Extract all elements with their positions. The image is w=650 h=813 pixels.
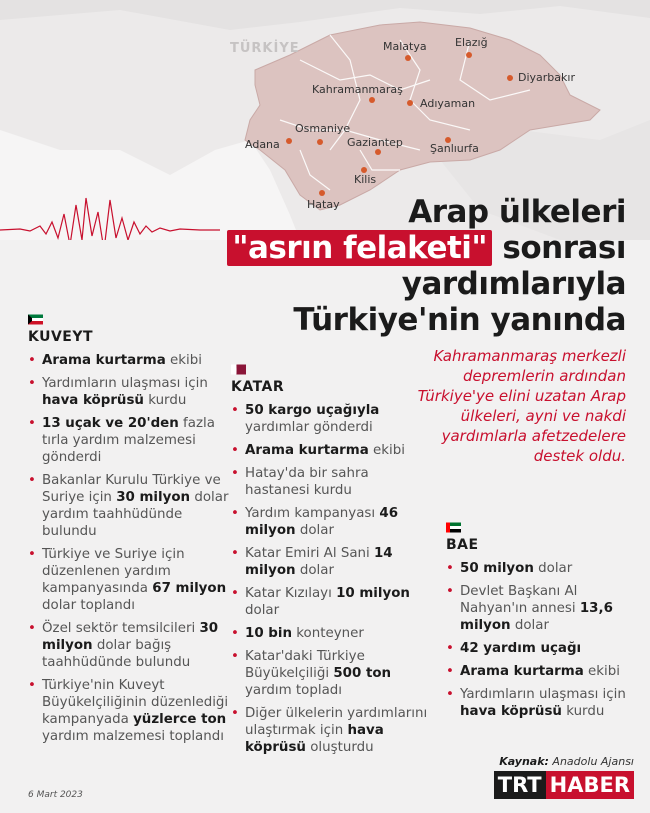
text-span: yardım malzemesi toplandı (42, 729, 224, 744)
qatar-flag-icon (231, 364, 246, 375)
source-value: Anadolu Ajansı (548, 755, 634, 768)
list-item (446, 686, 626, 720)
logo-trt: TRT (494, 771, 546, 799)
list-item (28, 620, 233, 671)
city-label: Adana (245, 138, 280, 151)
katar-list (231, 402, 431, 756)
bold-text: 50 kargo uçağıyla (245, 403, 380, 418)
map-country-label: TÜRKİYE (230, 41, 300, 56)
bold-text: hava köprüsü (42, 393, 144, 408)
bold-text: Arama kurtarma (460, 664, 584, 679)
list-item (231, 402, 431, 436)
text-span: ekibi (583, 664, 620, 679)
source-label: Kaynak: (499, 755, 549, 768)
bold-text: yüzlerce ton (133, 712, 227, 727)
list-item (28, 546, 233, 614)
list-item (231, 545, 431, 579)
list-item (28, 375, 233, 409)
text-span: Devlet Başkanı Al Nahyan'ın annesi (460, 584, 580, 616)
text-span: dolar toplandı (42, 598, 135, 613)
bold-text: Arama kurtarma (245, 443, 369, 458)
city-label: Malatya (383, 40, 427, 53)
bold-text: Arama kurtarma (42, 353, 166, 368)
country-name-katar: KATAR (231, 379, 285, 395)
list-item (231, 505, 431, 539)
text-span: Bakanlar Kurulu Türkiye ve Suriye için (42, 473, 221, 505)
title-line-3: yardımlarıyla (401, 266, 626, 302)
uae-flag-icon (446, 522, 461, 533)
text-span: konteyner (292, 626, 364, 641)
country-name-bae: BAE (446, 537, 479, 553)
text-span: dolar (295, 523, 334, 538)
country-name-kuveyt: KUVEYT (28, 329, 94, 345)
city-label: Diyarbakır (518, 71, 575, 84)
date-label: 6 Mart 2023 (28, 790, 83, 800)
text-span: Türkiye'nin Kuveyt Büyükelçiliğinin düzenlediği kampanyada (42, 678, 229, 727)
city-label: Kilis (354, 173, 377, 186)
logo-haber: HABER (546, 771, 634, 799)
title-line-2-rest: sonrası (492, 230, 626, 266)
city-label: Elazığ (455, 36, 488, 49)
text-span: kurdu (143, 393, 187, 408)
kuveyt-list (28, 352, 233, 745)
city-label: Şanlıurfa (430, 142, 479, 155)
text-span: Türkiye ve Suriye için düzenlenen yardım kampanyasında (42, 547, 185, 596)
text-span: dolar (533, 561, 573, 576)
list-item (231, 442, 431, 459)
text-span: fazla tırla yardım malzemesi gönderdi (42, 416, 215, 465)
bae-list (446, 560, 626, 720)
text-span: dolar bağış taahhüdünde bulundu (42, 638, 191, 670)
text-span: Katar'daki Türkiye Büyükelçiliği (245, 649, 365, 681)
kuveyt-section (28, 314, 233, 751)
list-item (446, 663, 626, 680)
text-span: yardım topladı (245, 683, 343, 698)
text-span: Yardımların ulaşması için (42, 376, 208, 391)
city-label: Gaziantep (347, 136, 403, 149)
text-span: ekibi (368, 443, 405, 458)
title-line-4: Türkiye'nin yanında (293, 302, 626, 338)
bold-text: 30 milyon (116, 490, 191, 505)
text-span: yardımlar gönderdi (245, 420, 373, 435)
text-span: Katar Emiri Al Sani (245, 546, 374, 561)
text-span: dolar (295, 563, 334, 578)
bold-text: hava köprüsü (460, 704, 562, 719)
bold-text: 50 milyon (460, 561, 534, 576)
main-title (227, 194, 626, 338)
list-item (231, 585, 431, 619)
list-item (28, 472, 233, 540)
text-span: ekibi (165, 353, 202, 368)
source-credit (499, 755, 634, 768)
bold-text: 30 milyon (42, 621, 219, 653)
list-item (231, 648, 431, 699)
bold-text: 500 ton (333, 666, 392, 681)
list-item (446, 560, 626, 577)
text-span: Diğer ülkelerin yardımlarını ulaştırmak için (245, 706, 428, 738)
list-item (28, 677, 233, 745)
title-highlight: "asrın felaketi" (227, 230, 492, 266)
text-span: Yardımların ulaşması için (460, 687, 626, 702)
trt-haber-logo (494, 771, 634, 799)
list-item (28, 415, 233, 466)
bold-text: 67 milyon (152, 581, 227, 596)
bold-text: 13,6 milyon (460, 601, 613, 633)
city-label: Kahramanmaraş (312, 83, 403, 96)
list-item (446, 583, 626, 634)
kuwait-flag-icon (28, 314, 43, 325)
city-label: Adıyaman (420, 97, 476, 110)
katar-section (231, 364, 431, 762)
text-span: dolar yardım taahhüdünde bulundu (42, 490, 229, 539)
title-line-2 (227, 230, 626, 266)
text-span: dolar (245, 603, 280, 618)
city-label: Hatay (307, 198, 340, 211)
intro-text: Kahramanmaraş merkezli depremlerin ardından Türkiye'ye elini uzatan Arap ülkeleri, ayni ve nakdi yardımlarla afetzedelere destek oldu. (417, 347, 626, 465)
text-span: Katar Kızılayı (245, 586, 337, 601)
text-span: dolar (510, 618, 549, 633)
bold-text: 46 milyon (245, 506, 399, 538)
list-item (28, 352, 233, 369)
text-span: Özel sektör temsilcileri (42, 621, 200, 636)
bold-text: 42 yardım uçağı (460, 641, 582, 656)
bold-text: 13 uçak ve 20'den (42, 416, 179, 431)
text-span: Yardım kampanyası (245, 506, 380, 521)
bold-text: hava köprüsü (245, 723, 384, 755)
list-item (231, 465, 431, 499)
bold-text: 14 milyon (245, 546, 393, 578)
list-item (231, 705, 431, 756)
bae-section (446, 522, 626, 726)
list-item (231, 625, 431, 642)
city-label: Osmaniye (295, 122, 351, 135)
text-span: oluşturdu (305, 740, 374, 755)
bold-text: 10 milyon (336, 586, 410, 601)
title-line-1: Arap ülkeleri (408, 194, 626, 230)
text-span: kurdu (561, 704, 605, 719)
text-span: Hatay'da bir sahra hastanesi kurdu (245, 466, 369, 498)
bold-text: 10 bin (245, 626, 293, 641)
list-item (446, 640, 626, 657)
